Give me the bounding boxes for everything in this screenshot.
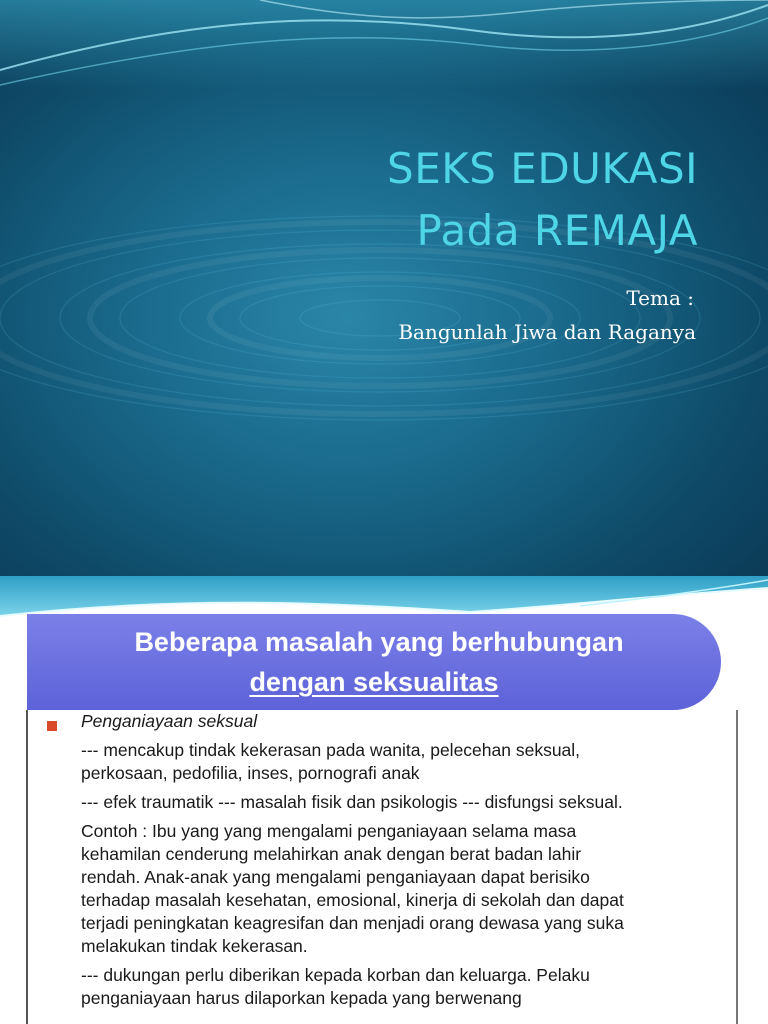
- paragraph-line: --- mencakup tindak kekerasan pada wanita, pelecehan seksual,: [81, 740, 581, 760]
- heading-line-2: dengan seksualitas: [249, 667, 499, 697]
- slide-title: [238, 138, 698, 262]
- paragraph-line: --- dukungan perlu diberikan kepada korban dan keluarga. Pelaku: [81, 965, 590, 985]
- subtitle-line-1: Tema :: [626, 286, 694, 310]
- content-box: [26, 710, 738, 1024]
- paragraph-line: --- efek traumatik --- masalah fisik dan psikologis --- disfungsi seksual.: [81, 792, 623, 812]
- paragraph-line: terhadap masalah kesehatan, emosional, kinerja di sekolah dan dapat: [81, 890, 624, 910]
- heading-banner: [27, 614, 721, 710]
- content-slide: [0, 576, 768, 1024]
- title-line-1: SEKS EDUKASI: [387, 144, 698, 193]
- content-text: [81, 710, 741, 1010]
- paragraph-line: Contoh : Ibu yang yang mengalami penganiayaan selama masa: [81, 821, 577, 841]
- paragraph-line: penganiayaan harus dilaporkan kepada yang berwenang: [81, 988, 522, 1008]
- title-line-2: Pada REMAJA: [416, 206, 698, 255]
- paragraph-line: kehamilan cenderung melahirkan anak dengan berat badan lahir: [81, 844, 582, 864]
- heading-line-1: Beberapa masalah yang berhubungan: [134, 627, 624, 657]
- paragraph-line: melakukan tindak kekerasan.: [81, 936, 308, 956]
- slide-heading: [27, 622, 721, 702]
- paragraph-line: rendah. Anak-anak yang mengalami penganiayaan dapat berisiko: [81, 867, 590, 887]
- paragraph-line: perkosaan, pedofilia, inses, pornografi anak: [81, 763, 420, 783]
- slide-subtitle: [276, 281, 696, 349]
- bullet-title: Penganiayaan seksual: [81, 711, 258, 731]
- subtitle-line-2: Bangunlah Jiwa dan Raganya: [398, 320, 696, 344]
- square-bullet-icon: [47, 721, 57, 731]
- paragraph-line: terjadi peningkatan keagresifan dan menjadi orang dewasa yang suka: [81, 913, 624, 933]
